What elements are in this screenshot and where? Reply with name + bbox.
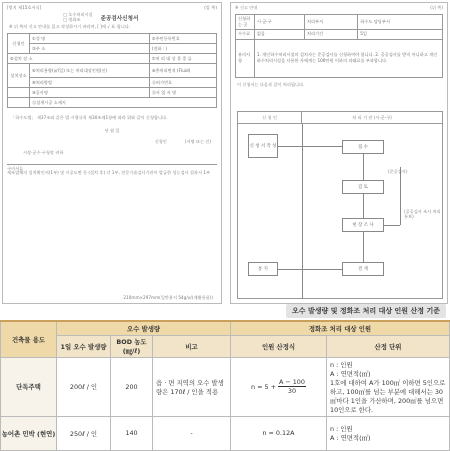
attachments-title: 구비서류 [7, 165, 24, 171]
row-note: 읍 · 면 지역의 오수 발생량은 170ℓ / 인을 적용 [153, 357, 231, 416]
guide-cell: 5일 [358, 29, 443, 39]
header-septic-persons: 정화조 처리 대상 인원 [231, 321, 450, 335]
unit-line: n : 인원 [330, 360, 353, 369]
header-building-use: 건축물 용도 [1, 321, 57, 357]
unit-line: n : 인원 [330, 425, 353, 433]
applicant-label: 신청인 [8, 34, 30, 54]
resident-number-field[interactable]: ②주민등록번호 [149, 34, 216, 44]
guide-cell: 처리기간 [304, 29, 357, 39]
step-write-application: 신 청 서 작 성 [248, 134, 278, 158]
row-unit [327, 416, 450, 450]
step-review: 검 토 [342, 180, 384, 194]
row-daily-sewage: 200ℓ / 인 [57, 357, 111, 416]
applicant-signature-label: 신청인 [154, 138, 167, 144]
header-note: 비고 [153, 335, 231, 357]
row-bod: 200 [111, 357, 153, 416]
unit-line: 1호에 대하여 A가 100㎡ 이하면 5인으로 하고, 100㎡를 넘는 부분에 대해서는 30㎡마다 1인을 가산하며, 200㎡를 넘으면 10인으로 한다. [330, 378, 446, 414]
guide-cell: 하수도 담당부서 [358, 14, 443, 29]
form-title: 준공검사신청서 [100, 15, 139, 22]
side-note-inspection: (공공검사 조사 처리 통보) [404, 209, 441, 219]
row-daily-sewage: 250ℓ / 인 [57, 416, 111, 450]
target-type-field[interactable]: ⑦처 리 대 상 물 종 류 [149, 54, 216, 64]
phone-field[interactable]: (전화 : ) [149, 44, 216, 54]
row-unit [327, 357, 450, 416]
paper-size-footer: 210mm×297mm(일반용지 54g/㎡(재활용품)) [123, 295, 213, 301]
formula-numerator: A − 100 [278, 378, 305, 386]
applicant-table [7, 33, 217, 108]
form-body-text: 「하수도법」 제37조와 같은 법 시행규칙 제30조제1항에 따라 위와 같이 신청합니다. [11, 115, 168, 121]
table-row [1, 357, 450, 416]
header-daily-sewage: 1일 오수 발생량 [57, 335, 111, 357]
guide-cell: 처리부서 [304, 14, 357, 29]
step-notification: 통 지 [248, 262, 278, 276]
page-side-label: (뒤 쪽) [430, 5, 443, 10]
flow-col-agency: 처 리 기 관 (시·군·구) [352, 115, 392, 120]
construction-name-field[interactable]: ⑩공사명 [30, 88, 150, 98]
form-number: [별지 제15호서식] [7, 5, 42, 10]
step-receipt: 접 수 [342, 140, 384, 154]
date-line: 년 월 일 [104, 128, 120, 134]
side-note-completion: (준공검사) [388, 169, 408, 174]
business-name-field[interactable]: ⑬사 업 자 명 [149, 88, 216, 98]
formula-prefix: n = 5 + [251, 382, 276, 391]
guide-cell: 신청하는 곳 [236, 14, 255, 29]
signature-field[interactable]: (서명 또는 인) [184, 138, 211, 144]
unit-line: A : 연면적(㎡) [330, 434, 371, 442]
page-side-label: (앞 쪽) [204, 5, 217, 10]
row-bod: 140 [111, 416, 153, 450]
design-location-field[interactable]: ⑫설계시공 소재지 [30, 98, 217, 108]
checkbox-sewage-facility[interactable]: □ 오수처리시설 [63, 11, 93, 17]
guide-cell: 시·군·구 [254, 14, 304, 29]
application-form-back [230, 2, 448, 304]
header-sewage-amount: 오수 발생량 [57, 321, 231, 335]
formula-denominator: 30 [287, 387, 297, 395]
header-formula: 인원 산정식 [231, 335, 327, 357]
process-flowchart [237, 111, 443, 299]
guide-notes: 1. 개인하수처리시설의 설치자는 준공검사를 신청하여야 합니다. 2. 공공검사를 받지 아니하고 개인하수처리시설을 사용한 자에게는 100만원 이하의 과태료를 부과합니다. [254, 39, 442, 77]
name-field[interactable]: ①성 명 [30, 34, 150, 44]
unit-line: A : 연면적(㎡) [330, 369, 371, 378]
address-field[interactable]: ③주 소 [30, 44, 150, 54]
permit-number-field[interactable]: ⑪허가번호 [149, 78, 216, 88]
install-location-field[interactable]: ⑤설치 장 소 [8, 54, 150, 64]
method-field[interactable]: ⑧처리방법 [30, 78, 150, 88]
flow-col-applicant: 신 청 인 [238, 112, 302, 123]
guide-table [235, 14, 443, 78]
install-label: 설치장소 [8, 64, 30, 88]
header-bod: BOD 농도 (㎎/ℓ) [111, 335, 153, 357]
row-building-name: 농어촌 민박 (현연) [1, 416, 57, 450]
checkbox-septic-tank[interactable]: □ 정화조 [63, 16, 81, 22]
form-note: ※ 뒤 쪽의 신고 안내를 읽고 작성하시기 바라며, [ ]에 √ 표 합니다. [9, 24, 131, 30]
row-building-name: 단독주택 [1, 357, 57, 416]
table-caption: 오수 발생량 및 정화조 처리 대상 인원 산정 기준 [286, 304, 446, 318]
standards-table [0, 320, 450, 451]
total-area-field[interactable]: ⑨총처리면적 (Fluid) [149, 64, 216, 78]
step-site-inspection: 현 장 조 사 [342, 218, 384, 232]
attachments-text: 제조업체의 설치확인서(1부) 및 시공도면 등 (설치 후) 각 1부, 전문기술검사기관이 발급한 성능검사 결과서 1부 [7, 170, 211, 176]
guide-cell: 유의사항 [236, 39, 255, 77]
row-formula [231, 357, 327, 416]
guide-title: ※ 신고 안내 [235, 5, 258, 10]
guide-cell: 없음 [254, 29, 304, 39]
guide-cell: 수수료 [236, 29, 255, 39]
step-approval: 결 재 [342, 262, 384, 276]
header-unit: 산정 단위 [327, 335, 450, 357]
table-row [1, 416, 450, 450]
application-form-front [2, 2, 222, 304]
row-formula: n = 0.12A [231, 416, 327, 450]
capacity-field[interactable]: ⑥처리용량(㎥/일) 또는 처리대상인원(인) [30, 64, 150, 78]
standards-table-section [0, 307, 450, 451]
row-note: - [153, 416, 231, 450]
addressee: 시장·군수·구청장 귀하 [23, 149, 64, 155]
flow-title: 이 신청서는 다음과 같이 처리됩니다. [237, 81, 305, 87]
